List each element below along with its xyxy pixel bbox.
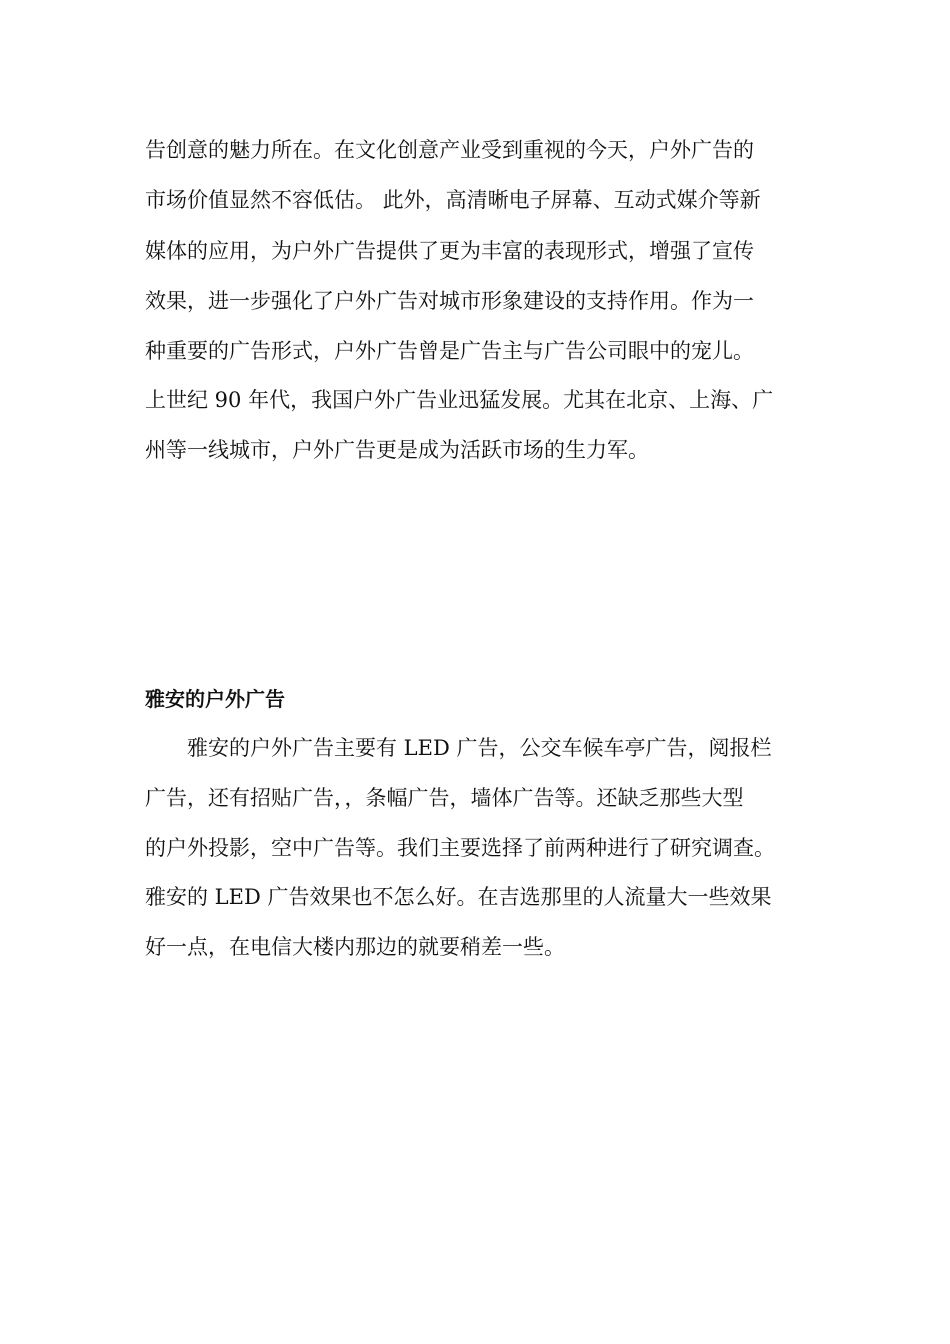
section-heading: 雅安的户外广告 — [145, 687, 285, 711]
paragraph-line: 告创意的魅力所在。在文化创意产业受到重视的今天，户外广告的 — [145, 138, 754, 162]
paragraph-line: 上世纪 90 年代，我国户外广告业迅猛发展。尤其在北京、上海、广 — [145, 388, 774, 412]
paragraph-line: 好一点，在电信大楼内那边的就要稍差一些。 — [145, 935, 565, 959]
paragraph-line: 媒体的应用，为户外广告提供了更为丰富的表现形式，增强了宣传 — [145, 239, 754, 263]
paragraph-line: 州等一线城市，户外广告更是成为活跃市场的生力军。 — [145, 438, 649, 462]
paragraph-line: 雅安的 LED 广告效果也不怎么好。在吉选那里的人流量大一些效果 — [145, 885, 772, 909]
paragraph-line: 市场价值显然不容低估。 此外，高清晰电子屏幕、互动式媒介等新 — [145, 188, 761, 212]
paragraph-line: 雅安的户外广告主要有 LED 广告，公交车候车亭广告，阅报栏 — [145, 736, 772, 760]
paragraph-line: 种重要的广告形式，户外广告曾是广告主与广告公司眼中的宠儿。 — [145, 339, 754, 363]
paragraph-line: 效果，进一步强化了户外广告对城市形象建设的支持作用。作为一 — [145, 289, 754, 313]
paragraph-line: 广告，还有招贴广告，，条幅广告，墙体广告等。还缺乏那些大型 — [145, 786, 744, 810]
paragraph-line: 的户外投影，空中广告等。我们主要选择了前两种进行了研究调查。 — [145, 836, 775, 860]
